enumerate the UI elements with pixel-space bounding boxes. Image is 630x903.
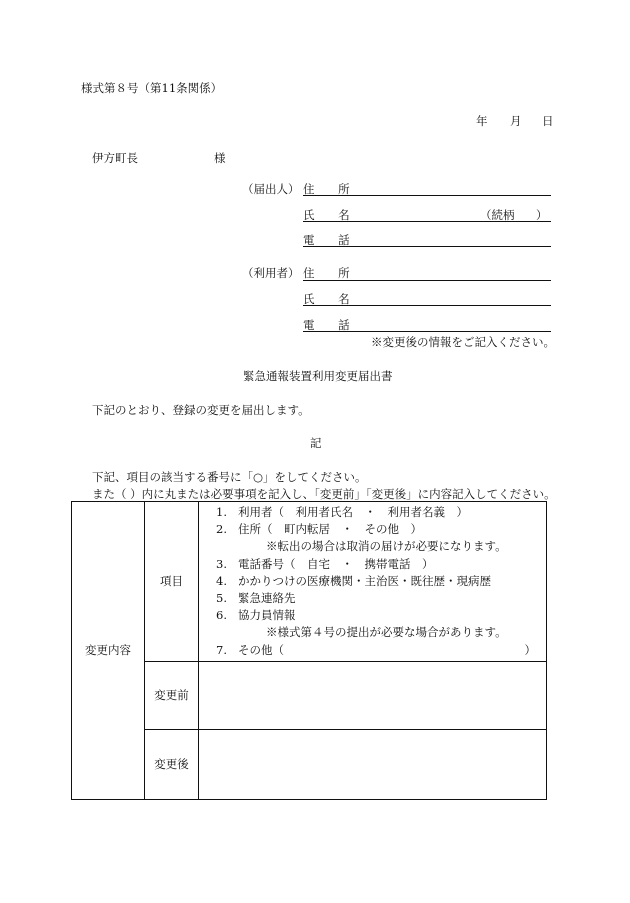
user-name-label: 氏 名 [303, 292, 360, 306]
applicant-phone-field[interactable] [303, 246, 551, 247]
section-label-cell [72, 502, 145, 800]
applicant-address-field[interactable] [303, 195, 551, 196]
section-label: 変更内容 [85, 643, 131, 658]
list-item[interactable]: 1. 利用者（ 利用者氏名 ・ 利用者名義 ） [216, 505, 468, 519]
list-item[interactable]: 7. その他（ ） [216, 642, 536, 657]
item-label: 項目 [160, 574, 183, 589]
applicant-relation-label: （続柄 [480, 208, 515, 222]
applicant-role: （届出人） [242, 182, 300, 196]
before-label-cell [145, 661, 199, 729]
user-name-field[interactable] [303, 305, 551, 306]
applicant-address-label: 住 所 [303, 182, 360, 196]
before-label: 変更前 [154, 688, 189, 703]
instruction-line-1: 下記、項目の該当する番号に「○」をしてください。 [92, 470, 367, 484]
document-statement: 下記のとおり、登録の変更を届出します。 [92, 403, 310, 417]
item-list [199, 502, 546, 661]
list-item[interactable]: 5. 緊急連絡先 [216, 590, 296, 605]
list-item[interactable]: 6. 協力員情報 [216, 608, 296, 623]
user-note: ※変更後の情報をご記入ください。 [371, 335, 555, 349]
list-item[interactable]: 2. 住所（ 町内転居 ・ その他 ） [216, 522, 422, 537]
change-content-table [71, 501, 547, 800]
user-phone-label: 電 話 [303, 318, 360, 332]
applicant-phone-label: 電 話 [303, 233, 360, 247]
user-address-field[interactable] [303, 280, 551, 281]
item-label-cell [145, 502, 199, 662]
item-list-cell [199, 502, 547, 662]
applicant-relation-close: ） [536, 208, 548, 222]
list-item[interactable]: 3. 電話番号（ 自宅 ・ 携帯電話 ） [216, 556, 434, 571]
user-phone-field[interactable] [303, 331, 551, 332]
list-item-note: ※様式第４号の提出が必要な場合があります。 [266, 625, 507, 640]
ki-label: 記 [310, 436, 322, 450]
user-role: （利用者） [242, 266, 300, 280]
after-label: 変更後 [154, 757, 189, 772]
document-title: 緊急通報装置利用変更届出書 [243, 369, 393, 383]
addressee-honorific: 様 [214, 151, 226, 165]
date-year-label: 年 [476, 114, 488, 128]
applicant-name-field[interactable] [303, 221, 551, 222]
date-day-label: 日 [542, 114, 554, 128]
form-number: 様式第８号（第11条関係） [81, 81, 223, 95]
list-item-note: ※転出の場合は取消の届けが必要になります。 [266, 539, 507, 554]
list-item[interactable]: 4. かかりつけの医療機関・主治医・既往歴・現病歴 [216, 573, 491, 588]
after-label-cell [145, 729, 199, 799]
addressee-name: 伊方町長 [92, 151, 138, 165]
user-address-label: 住 所 [303, 266, 360, 280]
applicant-name-label: 氏 名 [303, 208, 360, 222]
before-content-field[interactable] [199, 661, 547, 729]
instruction-line-2: また（ ）内に丸または必要事項を記入し、「変更前」「変更後」に内容記入してください。 [92, 487, 556, 501]
date-month-label: 月 [510, 114, 522, 128]
after-content-field[interactable] [199, 729, 547, 799]
